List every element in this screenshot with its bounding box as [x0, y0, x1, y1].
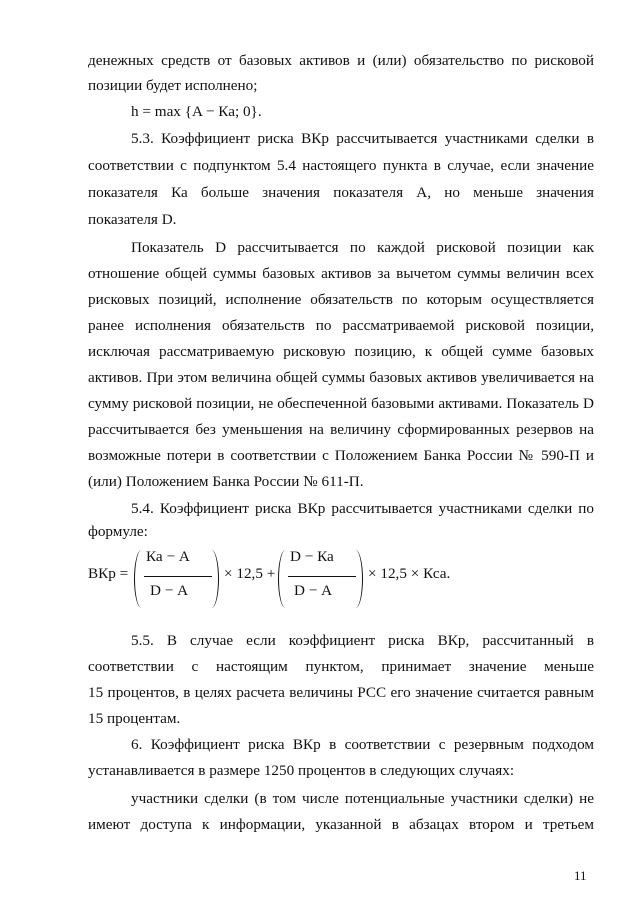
- text-line: показателя Ка больше значения показателя А, но меньше значения: [88, 184, 594, 201]
- formula-numerator-2: D − Ка: [290, 548, 334, 565]
- text-line: активов. При этом величина общей суммы базовых активов увеличивается на: [88, 369, 594, 386]
- page-number: 11: [574, 868, 587, 883]
- formula-tail: × 12,5 × Кса.: [368, 565, 451, 582]
- right-paren: [348, 550, 363, 608]
- formula-numerator-1: Ка − А: [146, 548, 190, 565]
- fraction-bar-1: [144, 576, 212, 577]
- text-line: позиции будет исполнено;: [88, 77, 258, 94]
- text-line: ранее исполнения обязательств по рассматриваемой рисковой позиции,: [88, 317, 594, 334]
- text-line: формуле:: [88, 523, 148, 540]
- fraction-bar-2: [288, 576, 356, 577]
- text-line: 15 процентов, в целях расчета величины РСС его значение считается равным: [88, 684, 594, 701]
- formula-vkr: [88, 542, 508, 612]
- text-line: рассчитывается без уменьшения на величину сформированных резервов на: [88, 421, 594, 438]
- formula-denominator-1: D − А: [150, 582, 189, 599]
- text-line: (или) Положением Банка России № 611-П.: [88, 473, 364, 490]
- text-line: исключая рассматриваемую рисковую позицию, к общей сумме базовых: [88, 343, 594, 360]
- text-line: имеют доступа к информации, указанной в абзацах втором и третьем: [88, 816, 594, 833]
- text-line: соответствии с настоящим пунктом, принимает значение меньше: [88, 658, 594, 675]
- text-line: соответствии с подпунктом 5.4 настоящего пункта в случае, если значение: [88, 157, 594, 174]
- formula-denominator-2: D − А: [294, 582, 333, 599]
- text-line: отношение общей суммы базовых активов за вычетом суммы величин всех: [88, 265, 594, 282]
- text-line: 5.5. В случае если коэффициент риска ВКр, рассчитанный в: [131, 632, 594, 649]
- text-line: показателя D.: [88, 211, 177, 228]
- text-line: 6. Коэффициент риска ВКр в соответствии с резервным подходом: [131, 736, 594, 753]
- text-line: устанавливается в размере 1250 процентов в следующих случаях:: [88, 762, 515, 779]
- formula-lhs: ВКр =: [88, 565, 129, 582]
- text-line: участники сделки (в том числе потенциальные участники сделки) не: [131, 790, 594, 807]
- text-line: возможные потери в соответствии с Положением Банка России № 590-П и: [88, 447, 594, 464]
- text-line: денежных средств от базовых активов и (или) обязательство по рисковой: [88, 52, 594, 69]
- text-line: 15 процентам.: [88, 710, 181, 727]
- text-line: рисковых позиций, исполнение обязательств по которым осуществляется: [88, 291, 594, 308]
- formula-middle: × 12,5 +: [224, 565, 276, 582]
- text-line: сумму рисковой позиции, не обеспеченной базовыми активами. Показатель D: [88, 395, 594, 412]
- formula-h: h = max {A − Ка; 0}.: [131, 103, 262, 120]
- right-paren: [204, 550, 219, 608]
- text-line: 5.3. Коэффициент риска ВКр рассчитывается участниками сделки в: [131, 130, 594, 147]
- text-line: 5.4. Коэффициент риска ВКр рассчитывается участниками сделки по: [131, 500, 594, 517]
- text-line: Показатель D рассчитывается по каждой рисковой позиции как: [131, 239, 594, 256]
